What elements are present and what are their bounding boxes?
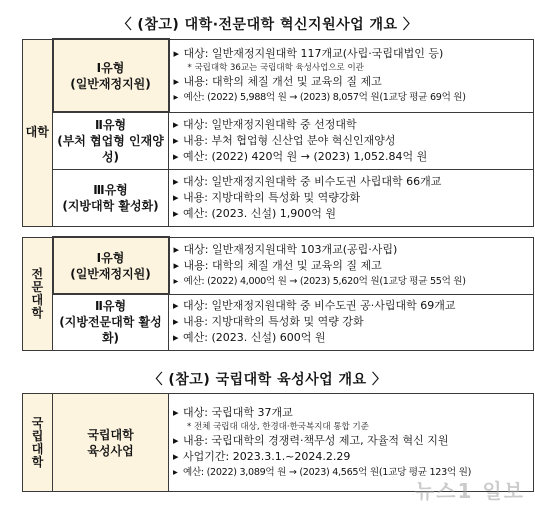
desc-line: 대상: 일반재정지원대학 103개교(공립·사립) [183,242,398,256]
desc-note: * 전체 국립대 대상, 한경대·한국복지대 통합 기준 [187,421,369,432]
desc-line: 내용: 부처 협업형 신산업 분야 혁신인재양성 [183,133,396,147]
desc-line: 내용: 대학의 체질 개선 및 교육의 질 제고 [183,74,382,88]
desc-cell-c2: ▸ 대상: 일반재정지원대학 중 비수도권 공·사립대학 69개교 ▸ 내용: 지방대학의 특성화 및 역량 강화 ▸ 예산: (2023. 신설) 600억 원 [169,294,534,350]
desc-line: 예산: (2023. 신설) 1,900억 원 [183,206,337,220]
group-label-university: 대학 [23,39,53,226]
type-label: Ⅱ유형 [94,299,127,314]
desc-line: 대상: 일반재정지원대학 중 선정대학 [183,117,357,131]
desc-line: 내용: 대학의 체질 개선 및 교육의 질 제고 [183,258,382,272]
desc-line: 대상: 국립대학 37개교 [183,405,293,419]
type-cell-national [53,394,169,492]
type-cell-u1 [53,39,169,112]
type-sub: (지방대학 활성화) [62,198,159,213]
section2-title: 〈 (참고) 국립대학 육성사업 개요 〉 [148,372,387,388]
desc-line: 예산: (2022) 4,000억 원 → (2023) 5,620억 원(1교당 평균 55억 원) [183,275,466,287]
desc-cell-u3: ▸ 대상: 일반재정지원대학 중 비수도권 사립대학 66개교 ▸ 내용: 지방대학의 특성화 및 역량강화 ▸ 예산: (2023. 신설) 1,900억 원 [169,169,534,226]
section1-title: 〈 (참고) 대학·전문대학 혁신지원사업 개요 〉 [117,17,418,33]
type-label: Ⅰ유형 [96,250,125,265]
type-label: Ⅲ유형 [93,182,128,197]
desc-line: 예산: (2022) 3,089억 원 → (2023) 4,565억 원(1교당 평균 123억 원) [183,466,472,478]
desc-cell-u2: ▸ 대상: 일반재정지원대학 중 선정대학 ▸ 내용: 부처 협업형 신산업 분야 혁신인재양성 ▸ 예산: (2022) 420억 원 → (2023) 1,052.84억 원 [169,112,534,169]
type-cell-c1 [53,237,169,294]
type-sub: (지방전문대학 활성화) [59,315,162,346]
type-cell-c2 [53,294,169,350]
college-table [22,236,534,351]
type-sub: (일반재정지원) [70,266,151,281]
type-sub: 육성사업 [87,443,134,458]
watermark: 뉴스1 일보 [414,479,525,503]
desc-line: 내용: 국립대학의 경쟁력·책무성 제고, 자율적 혁신 지원 [183,433,449,447]
desc-line: 대상: 일반재정지원대학 117개교(사립·국립대법인 등) [183,46,444,60]
desc-cell-c1: ▸ 대상: 일반재정지원대학 103개교(공립·사립) ▸ 내용: 대학의 체질 개선 및 교육의 질 제고 ▸ 예산: (2022) 4,000억 원 → (2023) 5,620억 원(1교당 평균 55억 원) [169,237,534,294]
type-cell-u2 [53,112,169,169]
type-sub: (부처 협업형 인재양성) [57,133,164,164]
desc-line: 대상: 일반재정지원대학 중 비수도권 사립대학 66개교 [183,174,442,188]
group-label-college [23,237,53,350]
desc-line: 예산: (2022) 5,988억 원 → (2023) 8,057억 원(1교당 평균 69억 원) [183,91,466,103]
desc-line: 사업기간: 2023.3.1.~2024.2.29 [183,449,351,463]
desc-line: 대상: 일반재정지원대학 중 비수도권 공·사립대학 69개교 [183,299,456,312]
type-label: 국립대학 [87,427,134,442]
type-label: Ⅱ유형 [94,117,127,132]
group-label-national [23,394,53,492]
desc-line: 예산: (2023. 신설) 600억 원 [183,331,326,344]
group-label-text: 국립대학 [31,415,44,469]
type-cell-u3 [53,169,169,226]
desc-note: * 국립대학 36교는 국립대학 육성사업으로 이관 [187,62,364,73]
desc-line: 내용: 지방대학의 특성화 및 역량 강화 [183,315,364,328]
type-sub: (일반재정지원) [70,76,151,91]
desc-line: 예산: (2022) 420억 원 → (2023) 1,052.84억 원 [183,149,428,163]
type-label: Ⅰ유형 [96,60,125,75]
desc-line: 내용: 지방대학의 특성화 및 역량강화 [183,190,361,204]
desc-cell-u1: ▸ 대상: 일반재정지원대학 117개교(사립·국립대법인 등) * 국립대학 36교는 국립대학 육성사업으로 이관 ▸ 내용: 대학의 체질 개선 및 교육의 질 제고 ▸ 예산: (2022) 5,988억 원 → (2023) 8,057억 원(1교당 평균 69억 원) [169,39,534,112]
desc-cell-national: ▸ 대상: 국립대학 37개교 * 전체 국립대 대상, 한경대·한국복지대 통합 기준 ▸ 내용: 국립대학의 경쟁력·책무성 제고, 자율적 혁신 지원 ▸ 사업기간: 2023.3.1.~2024.2.29 ▸ 예산: (2022) 3,089억 원 → (2023) 4,565억 원(1교당 평균 123억 원) [169,394,534,492]
university-table [22,38,534,227]
group-label-text: 전문대학 [31,266,44,320]
